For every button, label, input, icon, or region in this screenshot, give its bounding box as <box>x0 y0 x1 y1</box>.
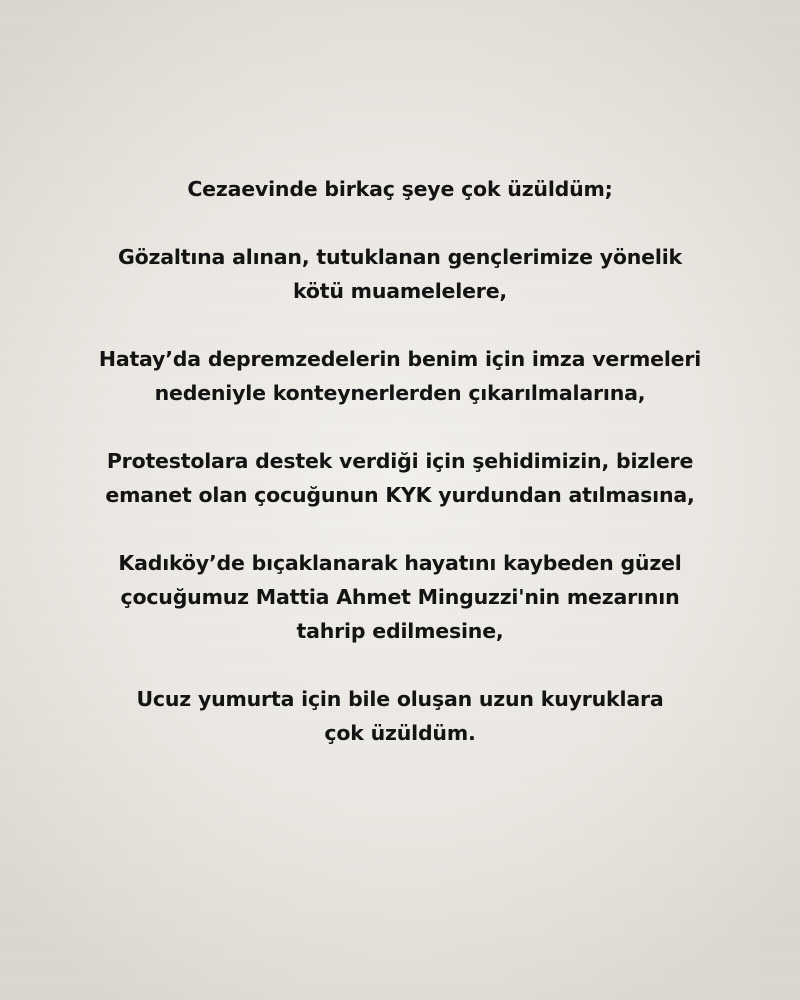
text-line: Protestolara destek verdiği için şehidimizin, bizlere <box>106 449 694 473</box>
text-line: Cezaevinde birkaç şeye çok üzüldüm; <box>187 177 613 201</box>
text-line: emanet olan çocuğunun KYK yurdundan atılmasına, <box>105 483 695 507</box>
text-line: çocuğumuz Mattia Ahmet Minguzzi'nin mezarının <box>120 585 680 609</box>
paragraph-hatay <box>50 342 750 410</box>
text-line: kötü muamelelere, <box>292 279 507 303</box>
text-line: çok üzüldüm. <box>324 721 476 745</box>
paragraph-detainees <box>50 240 750 308</box>
text-line: Gözaltına alınan, tutuklanan gençlerimize yönelik <box>118 245 682 269</box>
text-line: nedeniyle konteynerlerden çıkarılmalarına, <box>154 381 646 405</box>
text-line: Ucuz yumurta için bile oluşan uzun kuyruklara <box>136 687 664 711</box>
text-line: tahrip edilmesine, <box>296 619 504 643</box>
paragraph-eggs <box>50 682 750 750</box>
paragraph-kadikoy <box>50 546 750 648</box>
paragraph-intro <box>50 172 750 206</box>
text-line: Kadıköy’de bıçaklanarak hayatını kaybeden güzel <box>118 551 682 575</box>
paragraph-kyk <box>50 444 750 512</box>
text-line: Hatay’da depremzedelerin benim için imza vermeleri <box>98 347 702 371</box>
statement-text <box>50 172 750 750</box>
